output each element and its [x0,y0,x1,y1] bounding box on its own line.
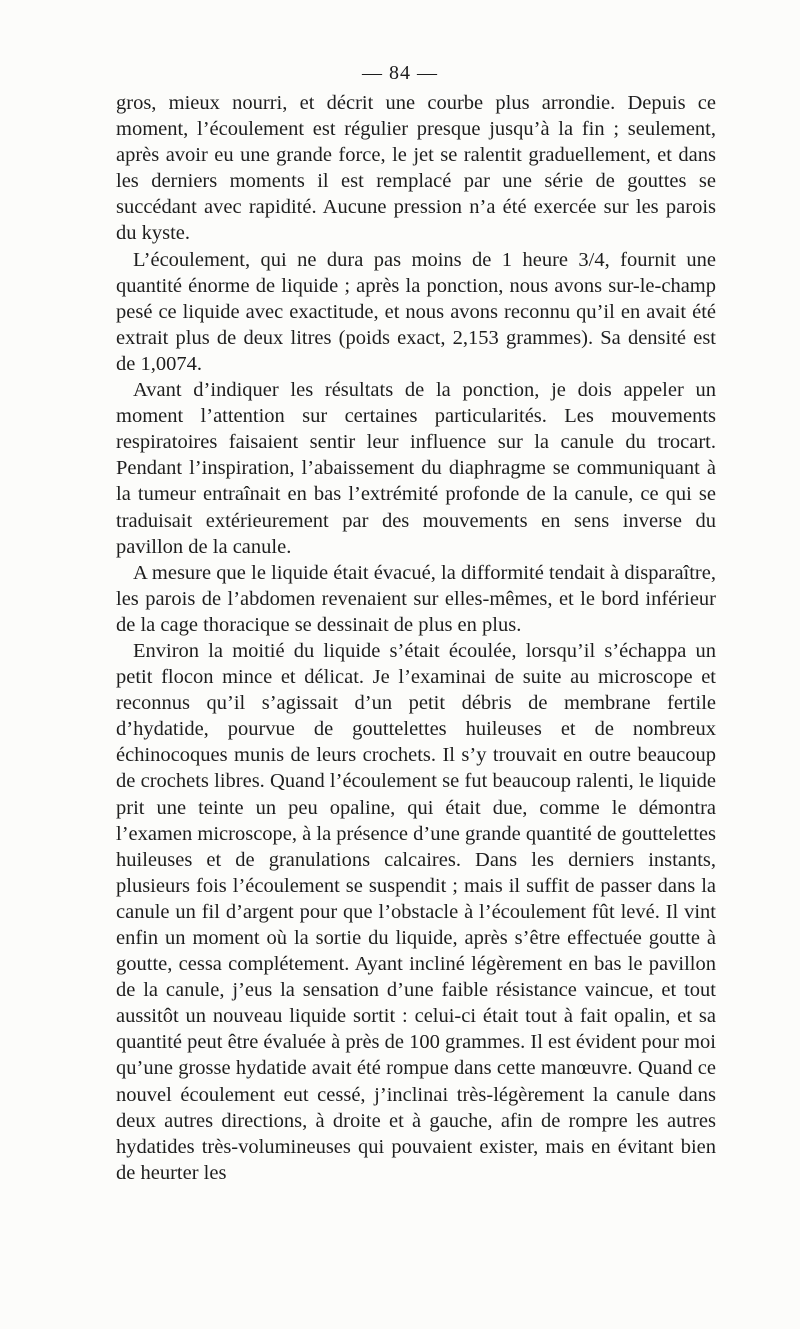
paragraph-hydatide: Environ la moitié du liquide s’était écoulée, lorsqu’il s’échappa un petit flocon mince et délicat. Je l’examinai de suite au microscope et reconnus qu’il s’agissait d’un petit débris de membrane fertile d’hydatide, pourvue de gouttelettes huileuses et de nombreux échinocoques munis de leurs crochets. Il s’y trouvait en outre beaucoup de crochets libres. Quand l’écoulement se fut beaucoup ralenti, le liquide prit une teinte un peu opaline, qui était due, comme le démontra l’examen microscope, à la présence d’une grande quantité de gouttelettes huileuses et de granulations calcaires. Dans les derniers instants, plusieurs fois l’écoulement se suspendit ; mais il suffit de passer dans la canule un fil d’argent pour que l’obstacle à l’écoulement fût levé. Il vint enfin un moment où la sortie du liquide, après s’être effectuée goutte à goutte, cessa complétement. Ayant incliné légèrement en bas le pavillon de la canule, j’eus la sensation d’une faible résistance vaincue, et tout aussitôt un nouveau liquide sortit : celui-ci était tout à fait opalin, et sa quantité peut être évaluée à près de 100 grammes. Il est évident pour moi qu’une grosse hydatide avait été rompue dans cette manœuvre. Quand ce nouvel écoulement eut cessé, j’inclinai très-légèrement la canule dans deux autres directions, à droite et à gauche, afin de rompre les autres hydatides très-volumineuses qui pouvaient exister, mais en évitant bien de heurter les [116,639,716,1184]
paragraph-particularites: Avant d’indiquer les résultats de la ponction, je dois appeler un moment l’attention sur certaines particularités. Les mouvements respiratoires faisaient sentir leur influence sur la canule du trocart. Pendant l’inspiration, l’abaissement du diaphragme se communiquant à la tumeur entraînait en bas l’extrémité profonde de la canule, ce qui se traduisait extérieurement par des mouvements en sens inverse du pavillon de la canule. [116,379,716,558]
page-number: — 84 — [362,62,438,84]
paragraph-ecoulement: L’écoulement, qui ne dura pas moins de 1 heure 3/4, fournit une quantité énorme de liquide ; après la ponction, nous avons sur-le-champ pesé ce liquide avec exactitude, et nous avons reconnu qu’il en avait été extrait plus de deux litres (poids exact, 2,153 grammes). Sa densité est de 1,0074. [116,248,716,375]
paragraph-continuation: gros, mieux nourri, et décrit une courbe plus arrondie. Depuis ce moment, l’écoulement est régulier presque jusqu’à la fin ; seulement, après avoir eu une grande force, le jet se ralentit graduellement, et dans les derniers moments il est remplacé par une série de gouttes se succédant avec rapidité. Aucune pression n’a été exercée sur les parois du kyste. [116,92,716,245]
paragraph-difformite: A mesure que le liquide était évacué, la difformité tendait à disparaître, les parois de l’abdomen revenaient sur elles-mêmes, et le bord inférieur de la cage thoracique se dessinait de plus en plus. [116,561,716,636]
body-text [116,90,716,1186]
